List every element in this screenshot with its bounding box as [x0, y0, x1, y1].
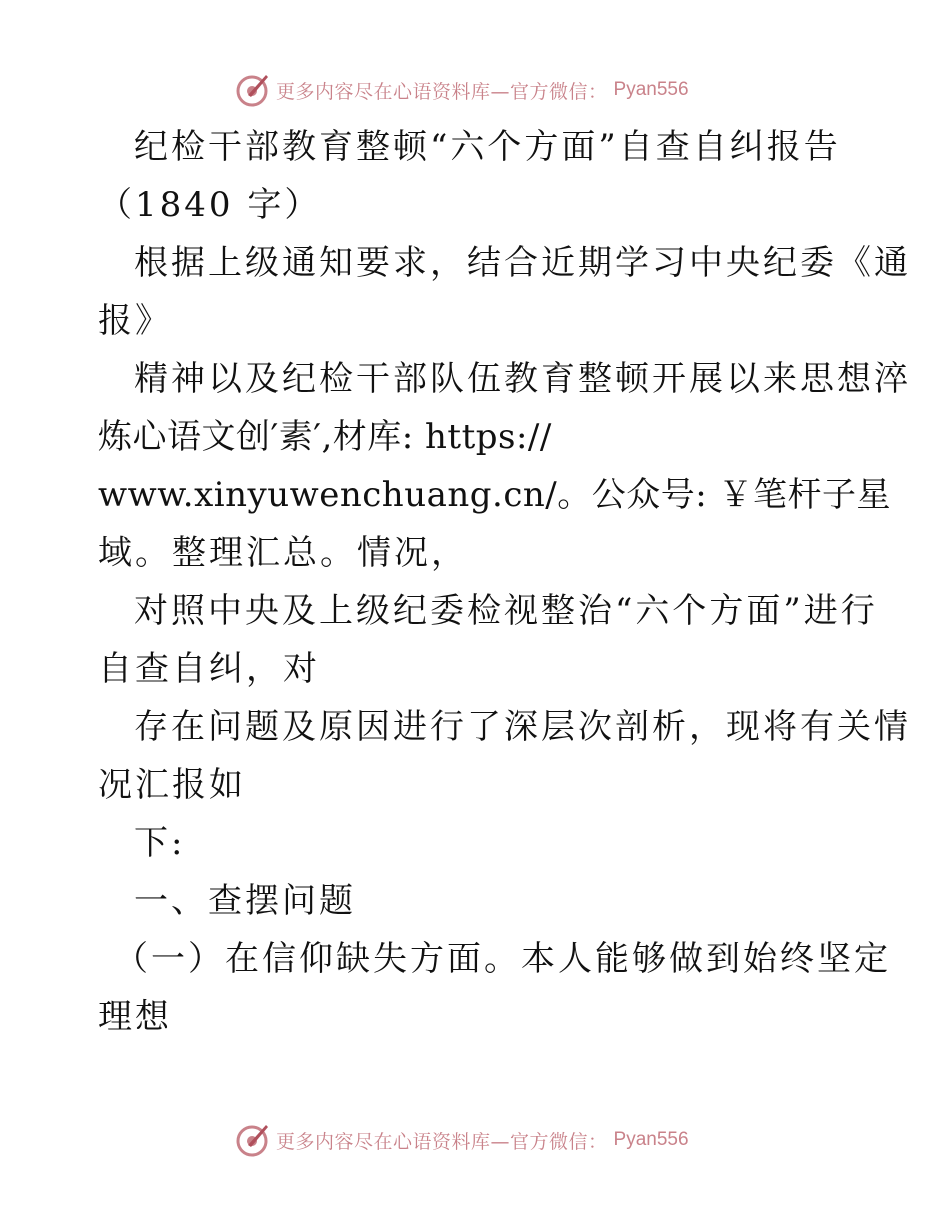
watermark-wechat-id: Pyan556 — [613, 79, 689, 100]
watermark-footer — [234, 1120, 754, 1160]
watermark-text: 更多内容尽在心语资料库—官方微信： — [276, 1130, 608, 1153]
document-title: 纪检干部教育整顿“六个方面”自查自纠报告 — [134, 127, 841, 167]
paragraph-line: 理想 — [98, 997, 172, 1037]
paragraph-line: 存在问题及原因进行了深层次剖析，现将有关情 — [134, 707, 911, 747]
paragraph-line: （一）在信仰缺失方面。本人能够做到始终坚定 — [114, 939, 891, 979]
paragraph-line: 域。整理汇总。情况， — [98, 533, 468, 573]
paragraph-line: 况汇报如 — [98, 765, 246, 805]
title-word-count: （1840 字） — [98, 185, 322, 225]
brush-logo-icon — [234, 72, 270, 108]
watermark-wechat-id: Pyan556 — [613, 1129, 689, 1150]
section-heading: 一、查摆问题 — [134, 881, 356, 921]
watermark-text: 更多内容尽在心语资料库—官方微信： — [276, 80, 608, 103]
paragraph-line: www.xinyuwenchuang.cn/。公众号: ￥笔杆子星 — [98, 475, 891, 515]
paragraph-line: 下: — [134, 823, 186, 863]
paragraph-line: 炼心语文创′素′,材库: https:// — [98, 417, 552, 457]
brush-logo-icon — [234, 1122, 270, 1158]
paragraph-line: 对照中央及上级纪委检视整治“六个方面”进行 — [134, 591, 878, 631]
watermark-header — [234, 70, 754, 110]
paragraph-line: 报》 — [98, 301, 172, 341]
paragraph-line: 自查自纠，对 — [98, 649, 320, 689]
paragraph-line: 根据上级通知要求，结合近期学习中央纪委《通 — [134, 243, 911, 283]
paragraph-line: 精神以及纪检干部队伍教育整顿开展以来思想淬 — [134, 359, 911, 399]
